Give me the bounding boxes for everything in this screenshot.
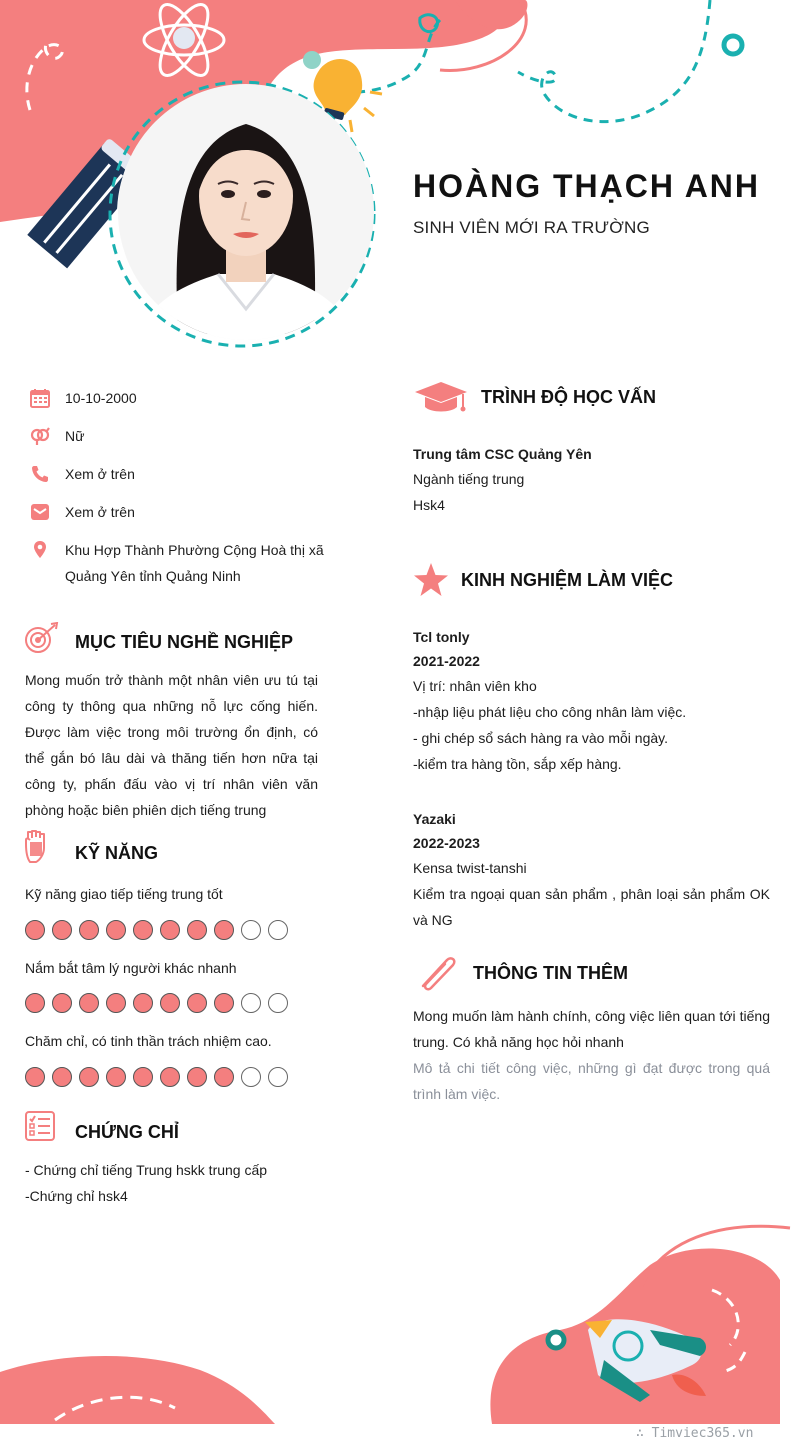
certificate-item: - Chứng chỉ tiếng Trung hskk trung cấp — [25, 1162, 268, 1178]
birthday-value: 10-10-2000 — [65, 390, 137, 406]
candidate-role: SINH VIÊN MỚI RA TRƯỜNG — [413, 218, 650, 237]
rating-dot-filled — [25, 1067, 45, 1087]
gender-value: Nữ — [65, 428, 85, 444]
fist-icon — [24, 830, 48, 864]
skill-rating — [25, 920, 288, 940]
phone-icon — [30, 464, 50, 484]
gender-icon — [30, 426, 50, 446]
rating-dot-filled — [106, 920, 126, 940]
rating-dot-filled — [187, 1067, 207, 1087]
extra-text: Mong muốn làm hành chính, công việc liên quan tới tiếng trung. Có khả năng học hỏi nhanh — [413, 1008, 770, 1050]
rating-dot-filled — [214, 993, 234, 1013]
experience-title: KINH NGHIỆM LÀM VIỆC — [461, 570, 674, 590]
certificates-title: CHỨNG CHỈ — [75, 1122, 179, 1142]
job-line: Kiểm tra ngoại quan sản phẩm , phân loại sản phẩm OK và NG — [413, 886, 770, 928]
star-icon — [413, 562, 449, 598]
extra-title: THÔNG TIN THÊM — [473, 963, 628, 983]
phone-value: Xem ở trên — [65, 466, 135, 482]
rating-dot-filled — [133, 993, 153, 1013]
objective-text: Mong muốn trở thành một nhân viên ưu tú tại công ty thông qua những nỗ lực cống hiến. Được làm việc trong môi trường ổn định, có thể gắn bó lâu dài và thăng tiến hơn nữa tại công ty, phấn đấu vào vị trí nhân viên văn phòng hoặc biên phiên dịch tiếng trung — [25, 672, 318, 818]
email-value: Xem ở trên — [65, 504, 135, 520]
calendar-icon — [30, 388, 50, 408]
job-period: 2021-2022 — [413, 653, 480, 669]
skill-rating — [25, 993, 288, 1013]
contact-gender — [30, 423, 330, 449]
rating-dot-filled — [187, 993, 207, 1013]
education-school: Trung tâm CSC Quảng Yên — [413, 446, 592, 462]
target-icon — [24, 622, 60, 656]
rating-dot-filled — [52, 1067, 72, 1087]
rating-dot-filled — [214, 920, 234, 940]
skills-title: KỸ NĂNG — [75, 843, 159, 863]
rating-dot-filled — [106, 993, 126, 1013]
objective-title: MỤC TIÊU NGHỀ NGHIỆP — [75, 632, 294, 652]
job-line: -nhập liệu phát liệu cho công nhân làm việc. — [413, 704, 687, 720]
contact-address — [30, 537, 330, 589]
job-period: 2022-2023 — [413, 835, 480, 851]
education-title: TRÌNH ĐỘ HỌC VẤN — [481, 387, 656, 407]
rating-dot-filled — [52, 920, 72, 940]
rating-dot-empty — [268, 993, 288, 1013]
rating-dot-filled — [160, 993, 180, 1013]
paperclip-icon — [415, 952, 459, 992]
job-line: - ghi chép sổ sách hàng ra vào mỗi ngày. — [413, 730, 669, 746]
contact-phone — [30, 461, 330, 487]
job-line: Vị trí: nhân viên kho — [413, 678, 537, 694]
rating-dot-filled — [79, 1067, 99, 1087]
education-detail: Hsk4 — [413, 497, 445, 513]
education-major: Ngành tiếng trung — [413, 471, 525, 487]
rating-dot-filled — [25, 993, 45, 1013]
skill-rating — [25, 1067, 288, 1087]
job-line: -kiểm tra hàng tồn, sắp xếp hàng. — [413, 756, 622, 772]
rating-dot-empty — [241, 920, 261, 940]
rating-dot-filled — [187, 920, 207, 940]
watermark: ∴ Timviec365.vn — [636, 1426, 754, 1441]
skill-label: Nắm bắt tâm lý người khác nhanh — [25, 960, 237, 976]
rating-dot-empty — [241, 1067, 261, 1087]
rating-dot-filled — [160, 1067, 180, 1087]
avatar — [118, 84, 374, 340]
contact-email — [30, 499, 330, 525]
job-company: Yazaki — [413, 811, 456, 827]
skill-label: Kỹ năng giao tiếp tiếng trung tốt — [25, 886, 223, 902]
rating-dot-filled — [133, 920, 153, 940]
rating-dot-empty — [268, 920, 288, 940]
rating-dot-filled — [106, 1067, 126, 1087]
skill-label: Chăm chỉ, có tinh thần trách nhiệm cao. — [25, 1033, 272, 1049]
extra-hint: Mô tả chi tiết công việc, những gì đạt được trong quá trình làm việc. — [413, 1060, 770, 1102]
rating-dot-filled — [79, 993, 99, 1013]
graduation-cap-icon — [413, 380, 469, 414]
rating-dot-filled — [160, 920, 180, 940]
footer-decoration — [0, 1220, 800, 1450]
rating-dot-filled — [52, 993, 72, 1013]
address-value: Khu Hợp Thành Phường Cộng Hoà thị xã Quảng Yên tỉnh Quảng Ninh — [65, 542, 324, 584]
checklist-icon — [24, 1110, 56, 1142]
certificate-item: -Chứng chỉ hsk4 — [25, 1188, 128, 1204]
email-icon — [30, 502, 50, 522]
rating-dot-empty — [241, 993, 261, 1013]
job-company: Tcl tonly — [413, 629, 470, 645]
location-pin-icon — [30, 540, 50, 560]
rating-dot-filled — [133, 1067, 153, 1087]
rating-dot-empty — [268, 1067, 288, 1087]
job-line: Kensa twist-tanshi — [413, 860, 527, 876]
rating-dot-filled — [79, 920, 99, 940]
candidate-name: HOÀNG THẠCH ANH — [413, 168, 761, 204]
rating-dot-filled — [25, 920, 45, 940]
rating-dot-filled — [214, 1067, 234, 1087]
contact-birthday — [30, 385, 330, 411]
